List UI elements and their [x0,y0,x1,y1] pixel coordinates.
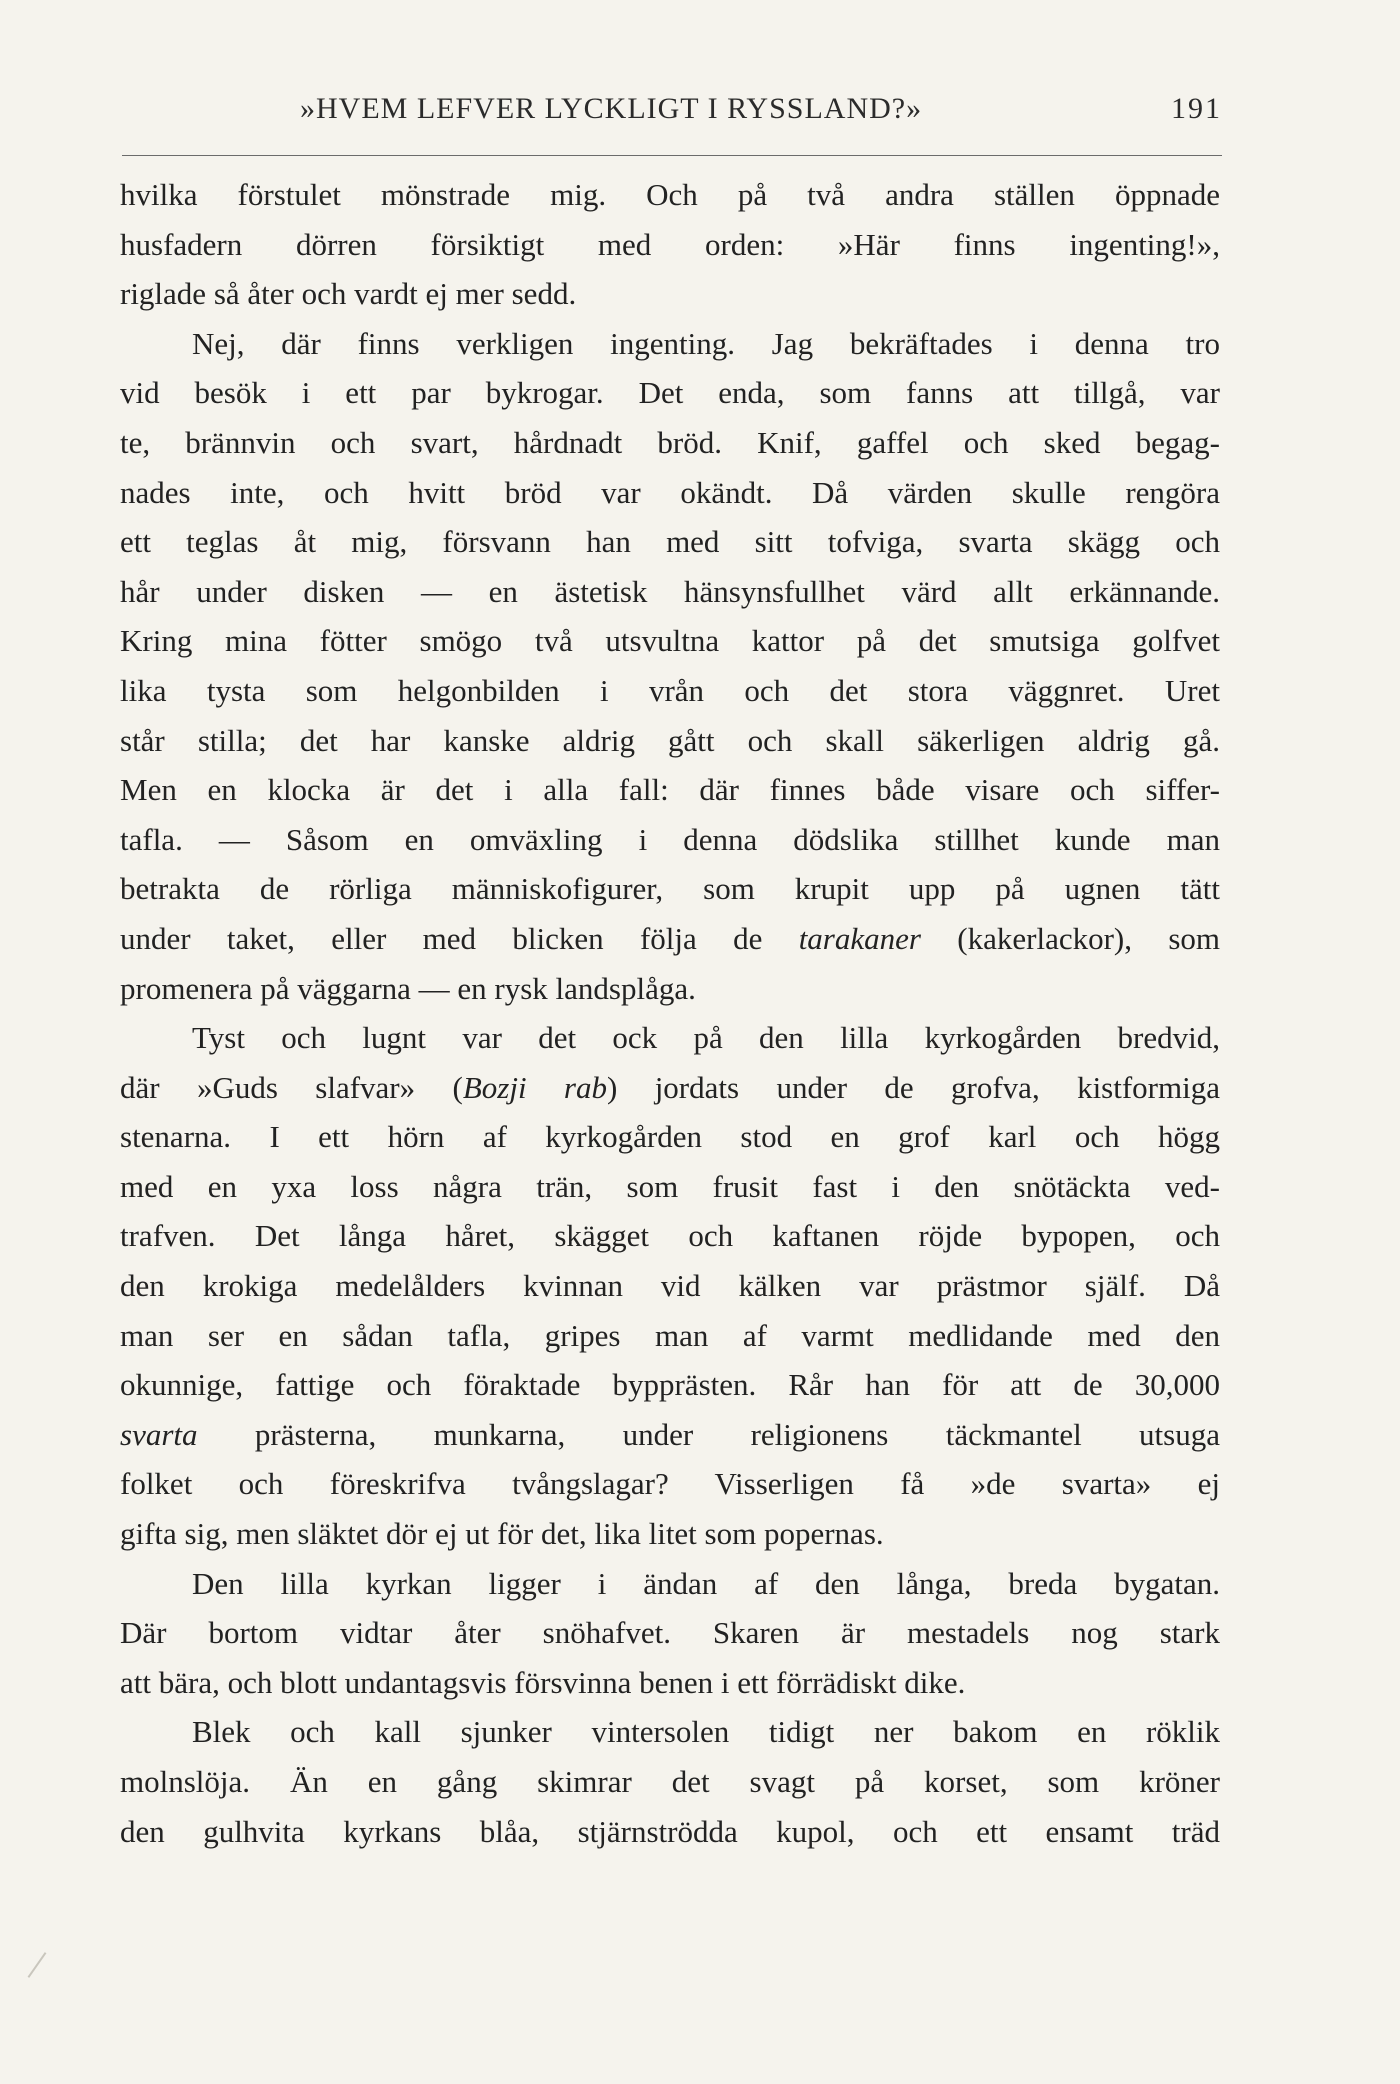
header-rule [122,155,1222,156]
body-text [120,170,1220,1856]
text-line: den gulhvita kyrkans blåa, stjärnströdda kupol, och ett ensamt träd [120,1813,1220,1849]
text-line: Där bortom vidtar åter snöhafvet. Skaren är mestadels nog stark [120,1615,1220,1651]
text-line: gifta sig, men släktet dör ej ut för det, lika litet som popernas. [120,1516,884,1552]
text-line: lika tysta som helgonbilden i vrån och det stora väggnret. Uret [120,672,1220,708]
text-line: stenarna. I ett hörn af kyrkogården stod en grof karl och högg [120,1119,1220,1155]
text-line: hår under disken — en ästetisk hänsynsfullhet värd allt erkännande. [120,573,1220,609]
text-line: med en yxa loss några trän, som frusit fast i den snötäckta ved- [120,1168,1220,1204]
text-line: Blek och kall sjunker vintersolen tidigt ner bakom en röklik [192,1714,1220,1750]
text-line: betrakta de rörliga människofigurer, som krupit upp på ugnen tätt [120,871,1220,907]
text-line: där »Guds slafvar» (Bozji rab) jordats under de grofva, kistformiga [120,1069,1220,1105]
text-line: okunnige, fattige och föraktade bypprästen. Rår han för att de 30,000 [120,1367,1220,1403]
text-line: te, brännvin och svart, hårdnadt bröd. Knif, gaffel och sked begag- [120,424,1220,460]
text-line: man ser en sådan tafla, gripes man af varmt medlidande med den [120,1317,1220,1353]
text-line: under taket, eller med blicken följa de tarakaner (kakerlackor), som [120,920,1220,956]
text-line: Men en klocka är det i alla fall: där finnes både visare och siffer- [120,772,1220,808]
text-line: hvilka förstulet mönstrade mig. Och på två andra ställen öppnade [120,177,1220,212]
text-line: Tyst och lugnt var det ock på den lilla kyrkogården bredvid, [192,1020,1220,1056]
text-line: Kring mina fötter smögo två utsvultna kattor på det smutsiga golfvet [120,623,1220,659]
running-head [122,92,1222,142]
text-line: Nej, där finns verkligen ingenting. Jag bekräftades i denna tro [192,325,1220,361]
text-line: vid besök i ett par bykrogar. Det enda, som fanns att tillgå, var [120,375,1220,411]
text-line: tafla. — Såsom en omväxling i denna dödslika stillhet kunde man [120,821,1220,857]
text-line: står stilla; det har kanske aldrig gått och skall säkerligen aldrig gå. [120,722,1220,758]
page-number: 191 [1171,92,1222,125]
text-line: promenera på väggarna — en rysk landsplåga. [120,970,696,1006]
text-line: Den lilla kyrkan ligger i ändan af den långa, breda bygatan. [192,1565,1220,1601]
running-title: »HVEM LEFVER LYCKLIGT I RYSSLAND?» [300,92,923,125]
text-line: riglade så åter och vardt ej mer sedd. [120,276,577,312]
text-line: ett teglas åt mig, försvann han med sitt tofviga, svarta skägg och [120,524,1220,560]
text-line: folket och föreskrifva tvångslagar? Visserligen få »de svarta» ej [120,1466,1220,1502]
margin-mark [28,1952,47,1978]
text-line: att bära, och blott undantagsvis försvinna benen i ett förrädiskt dike. [120,1664,966,1700]
text-line: molnslöja. Än en gång skimrar det svagt på korset, som kröner [120,1764,1220,1799]
text-line: nades inte, och hvitt bröd var okändt. Då värden skulle rengöra [120,474,1220,510]
text-line: trafven. Det långa håret, skägget och kaftanen röjde bypopen, och [120,1218,1220,1254]
text-line: den krokiga medelålders kvinnan vid kälken var prästmor själf. Då [120,1268,1220,1304]
text-line: husfadern dörren försiktigt med orden: »Här finns ingenting!», [120,226,1220,262]
text-line: svarta prästerna, munkarna, under religionens täckmantel utsuga [120,1416,1220,1452]
